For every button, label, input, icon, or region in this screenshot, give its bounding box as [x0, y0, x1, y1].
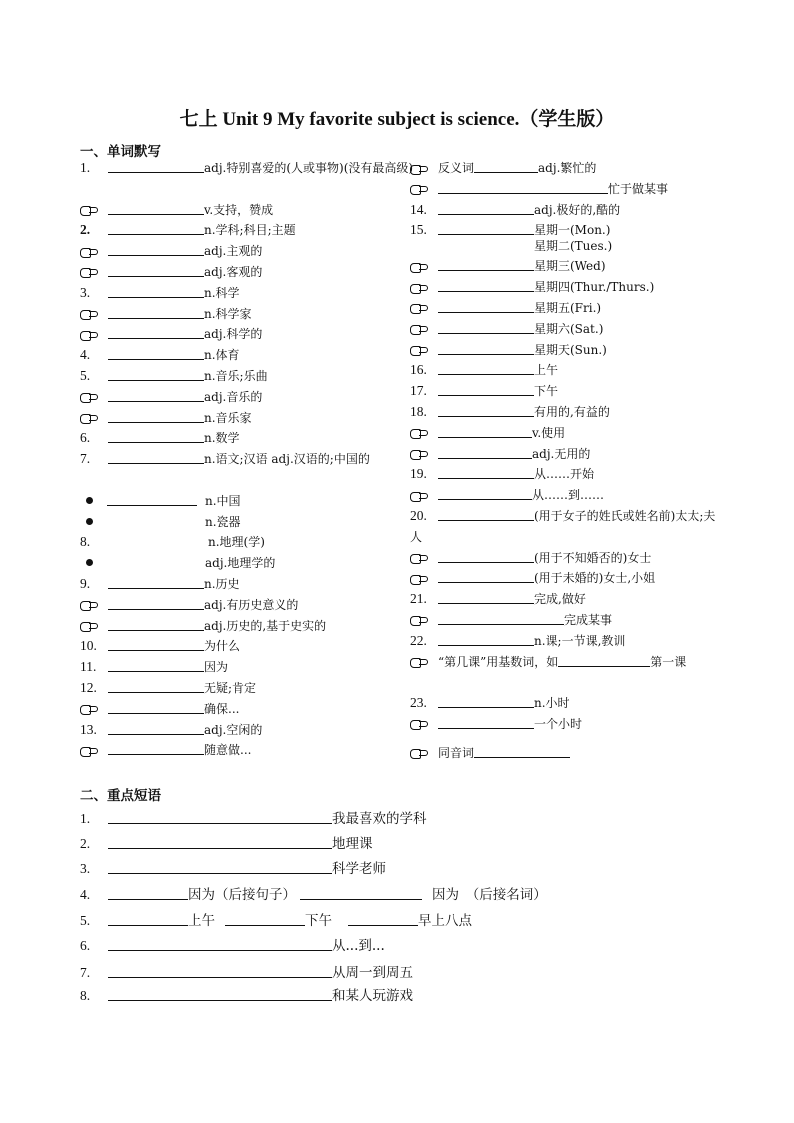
list-item [410, 444, 720, 465]
item-number: 7. [80, 451, 91, 467]
list-item [410, 548, 720, 569]
list-item [80, 512, 398, 533]
item-text: adj.音乐的 [204, 389, 263, 404]
item-text: v.使用 [532, 425, 566, 440]
item-number: 13. [80, 721, 97, 737]
item-number: 9. [80, 575, 91, 591]
pointing-hand-icon [410, 344, 428, 356]
list-item [410, 220, 720, 236]
list-item [80, 283, 398, 304]
pointing-hand-icon [80, 703, 98, 715]
answer-blank[interactable] [108, 428, 204, 443]
answer-blank[interactable] [108, 158, 204, 173]
item-number: 21. [410, 591, 427, 607]
item-text: 星期四(Thur./Thurs.) [534, 280, 655, 295]
item-number: 16. [410, 362, 427, 378]
left-column [80, 158, 414, 761]
pointing-hand-icon [410, 490, 428, 502]
phrase-item [80, 935, 720, 956]
item-text: (用于不知婚否的)女士 [534, 550, 652, 565]
answer-blank[interactable] [438, 568, 534, 583]
list-item [410, 610, 720, 631]
list-item [80, 574, 398, 595]
item-text: adj.特别喜爱的(人或事物)(没有最高级) [204, 161, 414, 175]
right-column [410, 158, 720, 764]
item-text: n.学科;科目;主题 [204, 223, 296, 238]
list-item [410, 631, 720, 652]
item-text: n.历史 [204, 576, 240, 591]
item-text: 星期三(Wed) [534, 259, 606, 274]
phrase-item [80, 910, 720, 931]
item-text: n.体育 [204, 348, 240, 363]
item-text: 随意做... [204, 743, 252, 758]
answer-blank[interactable] [108, 366, 204, 381]
item-text: adj.客观的 [204, 264, 263, 279]
item-text: (用于未婚的)女士,小姐 [534, 571, 656, 586]
pointing-hand-icon [410, 163, 428, 175]
answer-blank[interactable] [108, 859, 332, 874]
list-item [80, 532, 398, 553]
pointing-hand-icon [80, 204, 98, 216]
answer-blank[interactable] [438, 179, 608, 194]
item-number: 1. [80, 811, 91, 826]
pointing-hand-icon [80, 412, 98, 424]
list-item [80, 345, 398, 366]
answer-blank[interactable] [107, 491, 197, 506]
answer-blank[interactable] [225, 911, 305, 926]
item-number: 3. [80, 284, 91, 300]
item-text: 为什么 [204, 639, 241, 654]
pointing-hand-icon [410, 573, 428, 585]
item-text: adj.无用的 [532, 446, 591, 461]
list-item [410, 506, 720, 548]
item-number: 8. [80, 988, 91, 1003]
item-text: 一个小时 [534, 716, 583, 731]
answer-blank[interactable] [300, 885, 422, 900]
phrase-item [80, 858, 720, 879]
list-item [410, 464, 720, 485]
pointing-hand-icon [410, 614, 428, 626]
list-item [80, 220, 398, 241]
item-text: 星期天(Sun.) [534, 342, 607, 357]
answer-blank[interactable] [474, 743, 570, 758]
answer-blank[interactable] [438, 319, 534, 334]
list-item [80, 158, 414, 179]
pointing-hand-icon [410, 282, 428, 294]
item-number: 2. [80, 836, 91, 851]
list-item [80, 595, 398, 616]
item-text: 从...到... [332, 938, 385, 954]
item-text: adj.科学的 [204, 327, 263, 342]
answer-blank[interactable] [108, 636, 204, 651]
list-item [410, 485, 720, 506]
pointing-hand-icon [80, 620, 98, 632]
item-prefix: 反义词 [438, 161, 475, 175]
pointing-hand-icon [410, 448, 428, 460]
item-number: 17. [410, 383, 427, 399]
list-item [410, 423, 720, 444]
list-item [80, 678, 398, 699]
answer-blank[interactable] [438, 714, 534, 729]
list-item [80, 491, 398, 512]
item-number: 6. [80, 938, 91, 953]
item-text: v.支持，赞成 [204, 202, 274, 217]
phrase-item [80, 985, 720, 1006]
item-number: 5. [80, 913, 91, 928]
item-text: n.地理(学) [208, 535, 265, 550]
list-item [80, 428, 398, 449]
item-number: 4. [80, 347, 91, 363]
list-item [410, 360, 720, 381]
item-number: 15. [410, 222, 427, 238]
item-text: n.科学 [204, 285, 240, 300]
item-text: n.音乐;乐曲 [204, 368, 268, 383]
pointing-hand-icon [410, 183, 428, 195]
item-number: 6. [80, 430, 91, 446]
answer-blank[interactable] [108, 963, 332, 978]
answer-blank[interactable] [108, 834, 332, 849]
answer-blank[interactable] [108, 220, 204, 235]
item-text: n.小时 [534, 696, 570, 711]
answer-blank[interactable] [438, 277, 534, 292]
answer-blank[interactable] [108, 408, 204, 423]
list-item [410, 743, 720, 764]
answer-blank[interactable] [438, 298, 534, 313]
item-number: 19. [410, 466, 427, 482]
list-item [410, 714, 720, 735]
list-item [410, 256, 720, 277]
item-text: adj.繁忙的 [538, 161, 597, 175]
answer-blank[interactable] [438, 360, 534, 375]
pointing-hand-icon [410, 747, 428, 759]
phrase-item [80, 833, 720, 854]
answer-blank[interactable] [108, 449, 204, 464]
answer-blank[interactable] [348, 911, 418, 926]
answer-blank[interactable] [108, 324, 204, 339]
list-item [410, 236, 720, 256]
list-item [410, 693, 720, 714]
answer-blank[interactable] [108, 304, 204, 319]
answer-blank[interactable] [438, 200, 534, 215]
item-text: 有用的,有益的 [534, 404, 610, 419]
answer-blank[interactable] [108, 809, 332, 824]
pointing-hand-icon [410, 656, 428, 668]
answer-blank[interactable] [108, 262, 204, 277]
item-number: 1. [80, 160, 91, 175]
list-item [410, 277, 720, 298]
answer-blank[interactable] [108, 911, 188, 926]
item-text: n.科学家 [204, 306, 252, 321]
answer-blank[interactable] [108, 595, 204, 610]
item-text: n.语文;汉语 adj.汉语的;中国的 [204, 452, 370, 467]
list-item [410, 652, 720, 694]
bullet-icon [86, 559, 93, 566]
answer-blank[interactable] [108, 241, 204, 256]
item-number: 12. [80, 679, 97, 695]
item-text: 上午 [534, 363, 559, 378]
answer-blank[interactable] [108, 740, 204, 755]
item-number: 11. [80, 659, 97, 675]
answer-blank[interactable] [438, 548, 534, 563]
answer-blank[interactable] [108, 574, 204, 589]
item-text: 忙于做某事 [608, 181, 669, 196]
item-text: 星期六(Sat.) [534, 321, 604, 336]
list-item [80, 324, 398, 345]
item-text: n.课;一节课,教训 [534, 633, 626, 648]
phrase-item [80, 808, 720, 829]
pointing-hand-icon [410, 552, 428, 564]
bullet-icon [86, 497, 93, 504]
item-text: 确保... [204, 701, 240, 716]
item-number: 2. [80, 222, 91, 238]
item-number: 18. [410, 403, 427, 419]
pointing-hand-icon [410, 261, 428, 273]
item-number: 8. [80, 534, 91, 550]
answer-blank[interactable] [438, 631, 534, 646]
item-text: 早上八点 [418, 913, 472, 929]
item-number: 4. [80, 887, 91, 902]
item-text: 下午 [534, 384, 559, 399]
section-heading-phrases: 二、重点短语 [80, 788, 161, 804]
answer-blank[interactable] [108, 200, 204, 215]
list-item [80, 720, 398, 741]
item-text: 完成,做好 [534, 592, 586, 607]
page-title: 七上 Unit 9 My favorite subject is science.（学生版） [179, 109, 615, 130]
item-text: adj.有历史意义的 [204, 597, 299, 612]
answer-blank[interactable] [474, 158, 538, 173]
answer-blank[interactable] [108, 885, 188, 900]
answer-blank[interactable] [438, 589, 534, 604]
pointing-hand-icon [410, 302, 428, 314]
answer-blank[interactable] [108, 678, 204, 693]
item-text: 从周一到周五 [332, 965, 413, 981]
answer-blank[interactable] [108, 616, 204, 631]
item-text: 星期五(Fri.) [534, 300, 602, 315]
item-text: adj.历史的,基于史实的 [204, 618, 327, 633]
list-item [80, 387, 398, 408]
item-text: 从……开始 [534, 467, 595, 482]
item-text: adj.地理学的 [205, 556, 276, 571]
answer-blank[interactable] [108, 936, 332, 951]
item-number: 5. [80, 367, 91, 383]
item-number: 3. [80, 861, 91, 876]
answer-blank[interactable] [108, 720, 204, 735]
list-item [80, 241, 398, 262]
item-text: adj.极好的,酷的 [534, 202, 621, 217]
answer-blank[interactable] [108, 345, 204, 360]
list-item [410, 381, 720, 402]
item-text: n.中国 [205, 493, 241, 508]
item-text: 星期一(Mon.) [534, 223, 611, 238]
list-item [410, 589, 720, 610]
answer-blank[interactable] [438, 485, 532, 500]
pointing-hand-icon [80, 308, 98, 320]
list-item [80, 616, 398, 637]
pointing-hand-icon [80, 329, 98, 341]
answer-blank[interactable] [438, 220, 534, 235]
phrase-list [80, 808, 720, 1010]
phrase-item [80, 962, 720, 983]
item-text: 下午 [305, 913, 332, 929]
list-item [80, 304, 398, 325]
section-heading-vocabulary: 一、单词默写 [80, 144, 161, 160]
bullet-icon [86, 518, 93, 525]
item-text: (用于女子的姓氏或姓名前)太太;夫人 [410, 508, 716, 544]
answer-blank[interactable] [438, 464, 534, 479]
item-text: 第一课 [650, 654, 687, 669]
list-item [80, 636, 398, 657]
answer-blank[interactable] [438, 402, 534, 417]
list-item [80, 200, 398, 221]
list-item [410, 568, 720, 589]
item-text: 无疑;肯定 [204, 680, 257, 695]
list-item [410, 179, 720, 200]
answer-blank[interactable] [438, 506, 534, 521]
item-text: 因为（后接句子） [188, 887, 296, 903]
answer-blank[interactable] [438, 423, 532, 438]
item-text: 完成某事 [564, 612, 613, 627]
pointing-hand-icon [80, 246, 98, 258]
list-item [80, 449, 398, 470]
item-text: 因为 （后接名词） [432, 887, 547, 903]
item-text: n.瓷器 [205, 514, 241, 529]
item-text: 地理课 [332, 836, 373, 852]
pointing-hand-icon [80, 599, 98, 611]
answer-blank[interactable] [558, 652, 650, 667]
pointing-hand-icon [80, 745, 98, 757]
list-item [410, 340, 720, 361]
item-prefix: 同音词 [438, 745, 475, 760]
item-text: adj.空闲的 [204, 722, 263, 737]
item-number: 7. [80, 965, 91, 980]
answer-blank[interactable] [108, 283, 204, 298]
answer-blank[interactable] [108, 387, 204, 402]
list-item [80, 657, 398, 678]
item-text: 从……到…… [532, 488, 605, 503]
item-text: adj.主观的 [204, 244, 263, 259]
item-text: 因为 [204, 660, 229, 675]
item-text: n.音乐家 [204, 410, 252, 425]
list-item [80, 366, 398, 387]
pointing-hand-icon [410, 323, 428, 335]
answer-blank[interactable] [438, 340, 534, 355]
item-text: 和某人玩游戏 [332, 988, 413, 1004]
pointing-hand-icon [410, 718, 428, 730]
list-item [80, 408, 398, 429]
item-prefix: “第几课”用基数词，如 [438, 654, 559, 669]
answer-blank[interactable] [438, 381, 534, 396]
list-item [80, 262, 398, 283]
item-text: n.数学 [204, 431, 240, 446]
list-item [410, 298, 720, 319]
item-text: 星期二(Tues.) [534, 239, 613, 254]
phrase-item [80, 884, 720, 905]
list-item [80, 699, 398, 720]
list-item [410, 402, 720, 423]
answer-blank[interactable] [108, 657, 204, 672]
answer-blank[interactable] [438, 256, 534, 271]
list-item [80, 553, 398, 574]
answer-blank[interactable] [438, 444, 532, 459]
list-item [410, 319, 720, 340]
pointing-hand-icon [80, 391, 98, 403]
item-number: 20. [410, 507, 427, 523]
list-item [410, 158, 720, 179]
pointing-hand-icon [410, 427, 428, 439]
list-item [410, 200, 720, 221]
answer-blank[interactable] [438, 693, 534, 708]
item-number: 14. [410, 201, 427, 217]
list-item [80, 740, 398, 761]
pointing-hand-icon [80, 266, 98, 278]
answer-blank[interactable] [108, 699, 204, 714]
answer-blank[interactable] [108, 986, 332, 1001]
item-number: 23. [410, 695, 427, 711]
item-number: 22. [410, 632, 427, 648]
item-text: 我最喜欢的学科 [332, 811, 427, 827]
item-text: 科学老师 [332, 861, 386, 877]
item-text: 上午 [188, 913, 215, 929]
answer-blank[interactable] [438, 610, 564, 625]
item-number: 10. [80, 638, 97, 654]
